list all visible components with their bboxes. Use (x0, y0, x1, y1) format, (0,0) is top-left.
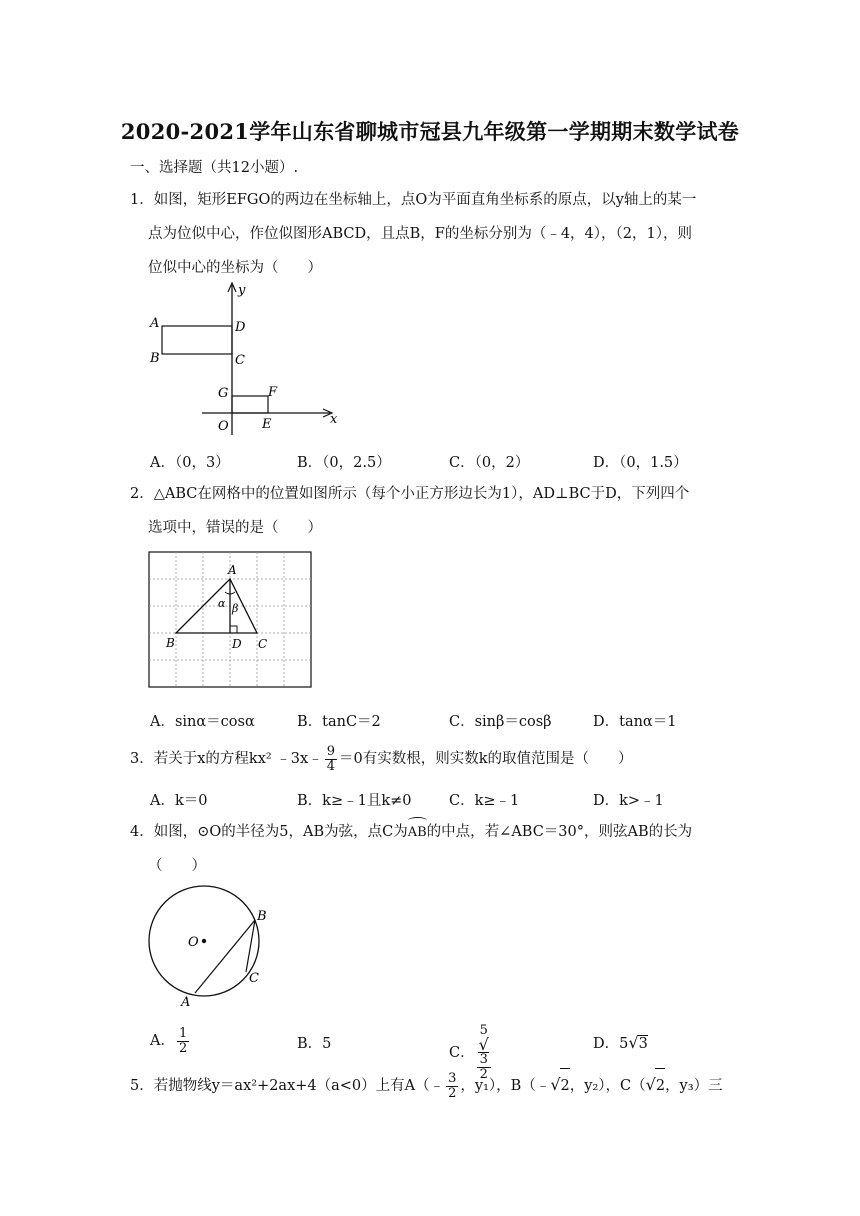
q1-option-c: C．（0，2） (449, 455, 530, 471)
q4-option-a: A． $\frac{1}{2}$ (150, 1025, 188, 1056)
q1-label-O: O (218, 419, 229, 434)
q1-label-x: x (330, 412, 338, 427)
q2-stem-1: △ABC在网格中的位置如图所示（每个小正方形边长为1），AD⊥BC于D，下列四个 (153, 486, 690, 502)
q1-option-a: A．（0，3） (150, 455, 230, 471)
q1-label-E: E (262, 417, 272, 432)
q2-option-a: A．sinα＝cosα (150, 714, 255, 730)
q4-label-B: B (257, 909, 267, 924)
q1-label-C: C (235, 353, 245, 368)
q4-label-C: C (249, 971, 259, 986)
q2-option-d: D．tanα＝1 (593, 714, 677, 730)
q1-label-y: y (238, 283, 246, 298)
q4-stem-pre: 如图，⊙O的半径为5，AB为弦，点C为 (153, 824, 408, 840)
q2-figure (148, 550, 314, 690)
q2-text-line1 (130, 484, 689, 504)
q5-text-line: 5．若抛物线y＝ax²+2ax+4（a<0）上有A（﹣ $\frac{3}{2}$ ，y₁），B（﹣√2，y₂），C（√2，y₃）三 (130, 1068, 723, 1103)
q4-a-fraction: $\frac{1}{2}$ (178, 1025, 188, 1056)
q2-label-B: B (166, 636, 175, 650)
q1-stem-2: 点为位似中心，作位似图形ABCD，且点B，F的坐标分别为（﹣4，4），（2，1），则 (148, 226, 692, 242)
q3-option-a: A．k＝0 (150, 793, 208, 809)
q1-stem-3: 位似中心的坐标为（ ） (148, 260, 322, 276)
q2-number: 2． (130, 486, 154, 502)
q3-stem-pre: 若关于x的方程kx² ﹣3x﹣ (153, 751, 323, 767)
q4-number: 4． (130, 824, 154, 840)
q1-label-D: D (235, 320, 246, 335)
q2-label-A: A (228, 563, 237, 577)
page-title: 2020-2021学年山东省聊城市冠县九年级第一学期期末数学试卷 (120, 119, 740, 144)
q1-number: 1． (130, 192, 154, 208)
q4-option-d: D．5√3 (593, 1033, 648, 1052)
q3-number: 3． (130, 751, 154, 767)
q3-frac-den: 4 (326, 758, 335, 774)
q1-label-G: G (218, 386, 229, 401)
q2-label-C: C (258, 637, 268, 651)
q4-figure (140, 880, 290, 1010)
q4-text-line1 (130, 822, 692, 843)
q4-option-c: C． 5 √ 3 2 (449, 1023, 489, 1082)
q2-label-beta: β (232, 602, 239, 615)
q2-option-c: C．sinβ＝cosβ (449, 714, 552, 730)
q3-text-line (130, 742, 633, 776)
arc-mark-icon (408, 817, 427, 824)
q3-option-c: C．k≥﹣1 (449, 793, 520, 809)
q1-label-A: A (150, 316, 160, 331)
q2-option-b: B．tanC＝2 (297, 714, 381, 730)
q5-fraction: $\frac{3}{2}$ (448, 1070, 457, 1101)
q3-fraction (325, 745, 337, 774)
q1-figure (140, 280, 350, 440)
q2-label-alpha: α (218, 597, 226, 610)
q1-stem-1: 如图，矩形EFGO的两边在坐标轴上，点O为平面直角坐标系的原点，以y轴上的某一 (153, 192, 697, 208)
q1-label-F: F (268, 385, 278, 400)
q3-option-b: B．k≥﹣1且k≠0 (297, 793, 412, 809)
q5-number: 5． (130, 1078, 154, 1094)
q4-option-b: B．5 (297, 1036, 332, 1052)
q4-stem-2: （ ） (148, 858, 206, 874)
section-heading: 一、选择题（共12小题）. (130, 160, 299, 176)
q4-arc-ab: AB (408, 823, 427, 843)
q4-c-fraction: 5 √ 3 2 (478, 1023, 489, 1082)
q1-option-b: B．（0，2.5） (297, 455, 391, 471)
q1-text-line1 (130, 190, 696, 210)
q5-stem-pre: 若抛物线y＝ax²+2ax+4（a<0）上有A（﹣ (153, 1078, 445, 1094)
q1-option-d: D．（0，1.5） (593, 455, 688, 471)
q4-label-O: O (188, 935, 199, 950)
q3-frac-num: 9 (326, 743, 335, 759)
q3-stem-post: ＝0有实数根，则实数k的取值范围是（ ） (338, 751, 633, 767)
q3-option-d: D．k>﹣1 (593, 793, 664, 809)
q1-label-B: B (150, 351, 160, 366)
q2-stem-2: 选项中，错误的是（ ） (148, 520, 322, 536)
q4-label-A: A (181, 995, 191, 1010)
q4-stem-post: 的中点，若∠ABC＝30°，则弦AB的长为 (426, 824, 693, 840)
q2-label-D: D (232, 637, 242, 651)
